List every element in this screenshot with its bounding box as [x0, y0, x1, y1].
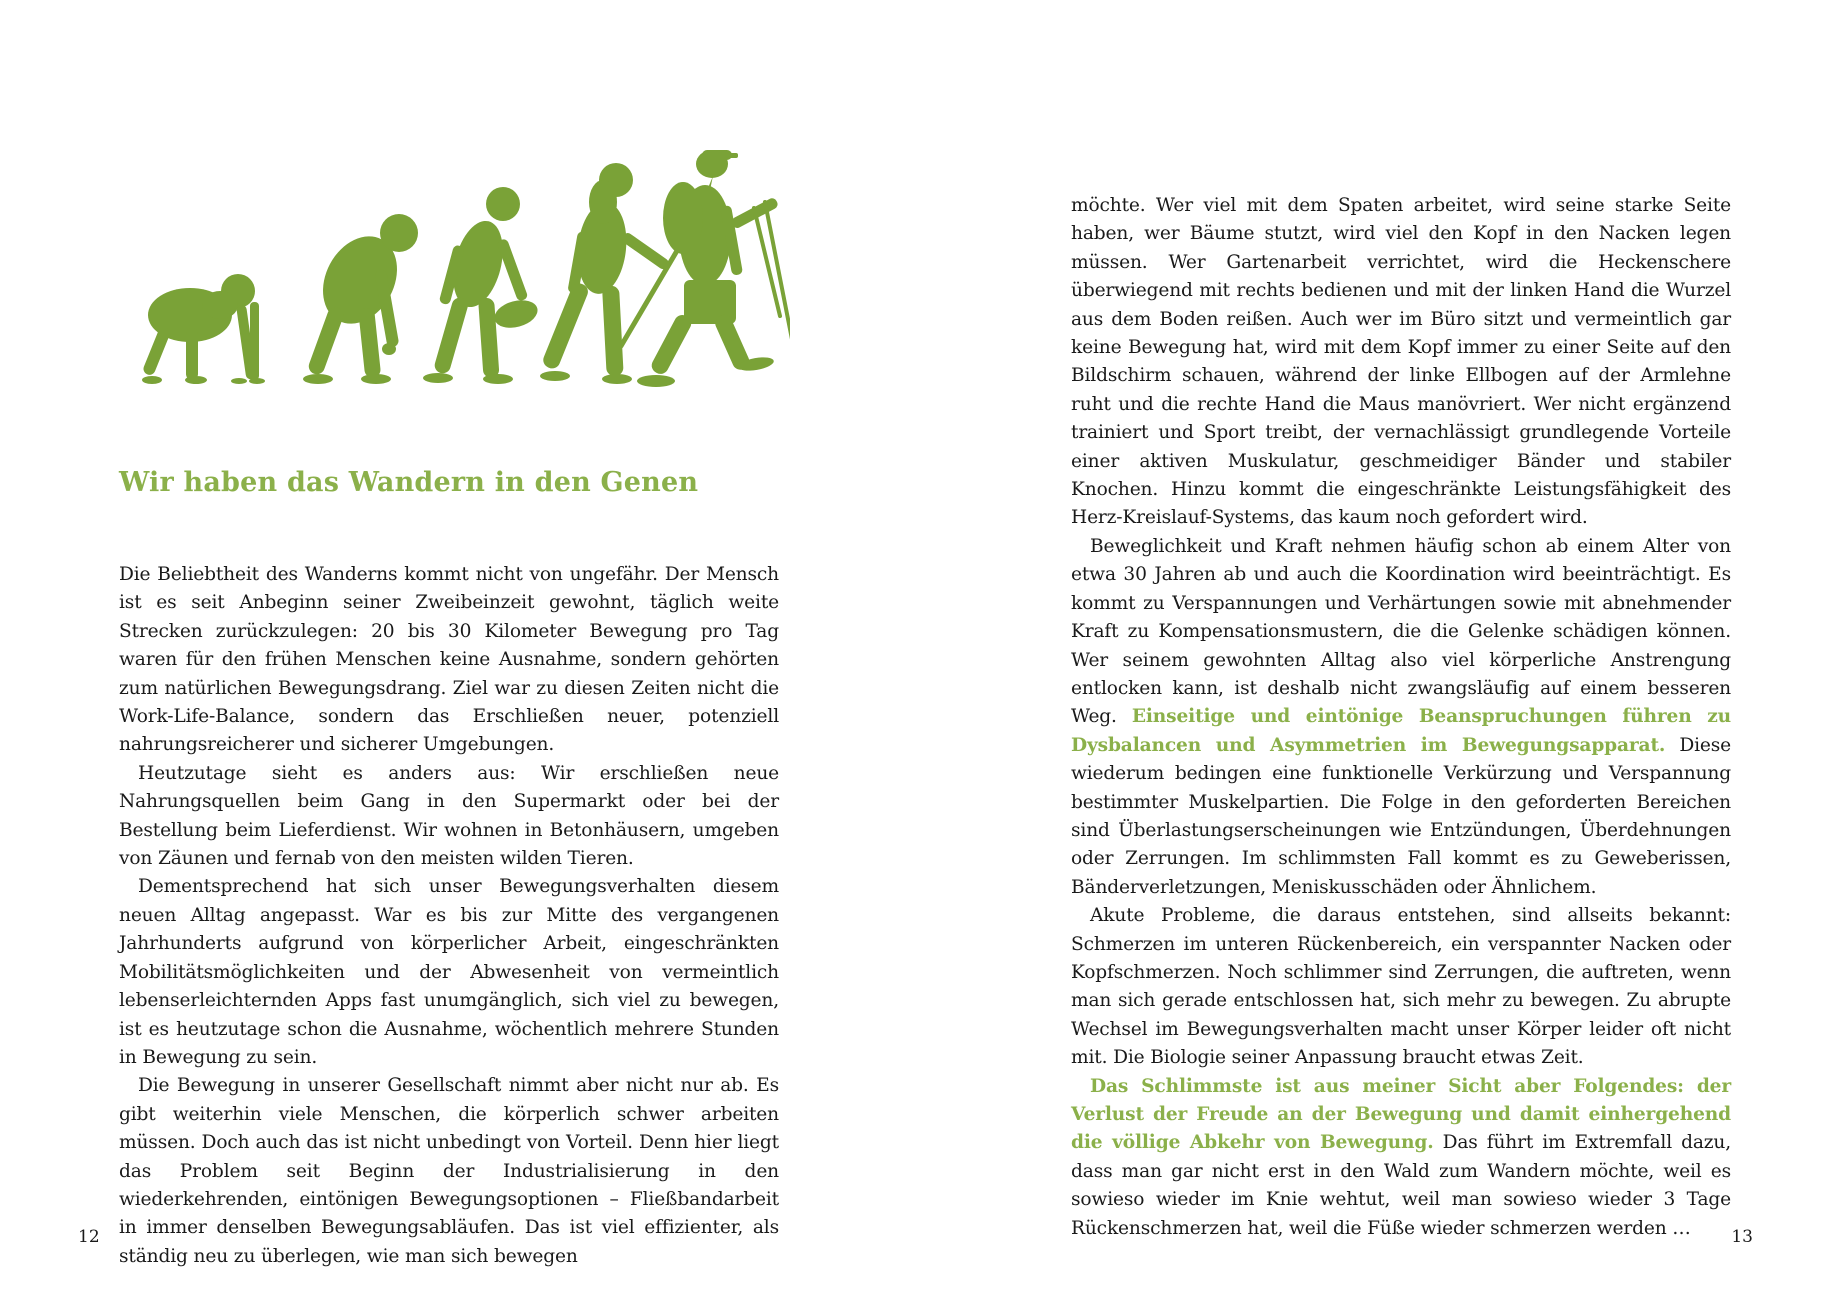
left-body-text: [119, 561, 779, 1271]
modern-hiker-icon: [637, 150, 779, 387]
highlighted-text: Das Schlimmste ist aus meiner Sicht aber Folgendes: der Verlust der Freude an der Bewegung und damit einhergehend die völlige Abkehr von Bewegung.: [1071, 1075, 1731, 1154]
section-heading: Wir haben das Wandern in den Genen: [119, 467, 699, 498]
paragraph: Heutzutage sieht es anders aus: Wir erschließen neue Nahrungsquellen beim Gang in den Supermarkt oder bei der Bestellung beim Lieferdienst. Wir wohnen in Betonhäusern, umgeben von Zäunen und fernab von den meisten wilden Tieren.: [119, 762, 779, 870]
paragraph: Akute Probleme, die daraus entstehen, sind allseits bekannt: Schmerzen im unteren Rückenbereich, ein verspannter Nacken oder Kopfschmerzen. Noch schlimmer sind Zerrungen, die auftreten, wenn man sich gerade entschlossen hat, sich mehr zu bewegen. Zu abrupte Wechsel im Bewegungsverhalten macht unser Körper leider oft nicht mit. Die Biologie seiner Anpassung braucht etwas Zeit.: [1071, 905, 1731, 1069]
paragraph: Die Bewegung in unserer Gesellschaft nimmt aber nicht nur ab. Es gibt weiterhin viele Menschen, die körperlich schwer arbeiten müssen. Doch auch das ist nicht unbedingt von Vorteil. Denn hier liegt das Problem seit Beginn der Industrialisierung in den wiederkehrenden, eintönigen Bewegungsoptionen – Fließbandarbeit in immer denselben Bewegungsabläufen. Das ist viel effizienter, als ständig neu zu überlegen, wie man sich bewegen: [119, 1075, 779, 1267]
paragraph: Die Beliebtheit des Wanderns kommt nicht von ungefähr. Der Mensch ist es seit Anbeginn seiner Zweibeinzeit gewohnt, täglich weite Strecken zurückzulegen: 20 bis 30 Kilometer Bewegung pro Tag waren für den frühen Menschen keine Ausnahme, sondern gehörten zum natürlichen Bewegungsdrang. Ziel war zu diesen Zeiten nicht die Work-Life-Balance, sondern das Erschließen neuer, potenziell nahrungsreicherer und sicherer Umgebungen.: [119, 564, 779, 756]
early-hominid-icon: [303, 214, 418, 384]
paragraph-text: Diese wiederum bedingen eine funktionelle Verkürzung und Verspannung bestimmter Muskelpartien. Die Folge in den geforderten Bereichen sind Überlastungserscheinungen wie Entzündungen, Überdehnungen oder Zerrungen. Im schlimmsten Fall kommt es zu Geweberissen, Bänderverletzungen, Meniskusschäden oder Ähnlichem.: [1071, 734, 1731, 898]
paragraph-text: Beweglichkeit und Kraft nehmen häufig schon ab einem Alter von etwa 30 Jahren ab und auch die Koordination wird beeinträchtigt. Es kommt zu Verspannungen und Verhärtungen sowie mit abnehmender Kraft zu Kompensationsmustern, die die Gelenke schädigen können. Wer seinem gewohnten Alltag also viel körperliche Anstrengung entlocken kann, ist deshalb nicht zwangsläufig auf einem besseren Weg.: [1071, 535, 1731, 728]
right-page: [915, 0, 1831, 1299]
paragraph: [1071, 1073, 1731, 1243]
paragraph: möchte. Wer viel mit dem Spaten arbeitet, wird seine starke Seite haben, wer Bäume stutzt, wird viel den Kopf in den Nacken legen müssen. Wer Gartenarbeit verrichtet, wird die Heckenschere überwiegend mit rechts bedienen und mit der linken Hand die Wurzel aus dem Boden reißen. Auch wer im Büro sitzt und vermeintlich gar keine Bewegung hat, wird mit dem Kopf immer zu einer Seite auf den Bildschirm schauen, während der linke Ellbogen auf der Armlehne ruht und die rechte Hand die Maus manövriert. Wer nicht ergänzend trainiert und Sport treibt, der vernachlässigt grundlegende Vorteile einer aktiven Muskulatur, geschmeidiger Bänder und stabiler Knochen. Hinzu kommt die eingeschränkte Leistungsfähigkeit des Herz-Kreislauf-Systems, das kaum noch gefordert wird.: [1071, 195, 1731, 529]
ape-icon: [142, 274, 265, 384]
paragraph: Dementsprechend hat sich unser Bewegungsverhalten diesem neuen Alltag angepasst. War es bis zur Mitte des vergangenen Jahrhunderts aufgrund von körperlicher Arbeit, eingeschränkten Mobilitätsmöglichkeiten und der Abwesenheit von vermeintlich lebenserleichternden Apps fast unumgänglich, sich viel zu bewegen, ist es heutzutage schon die Ausnahme, wöchentlich mehrere Stunden in Bewegung zu sein.: [119, 876, 779, 1068]
page-number: 13: [1731, 1227, 1753, 1247]
left-page: [0, 0, 915, 1299]
evolution-of-man-illustration: [90, 140, 790, 400]
paragraph-text: Das führt im Extremfall dazu, dass man gar nicht erst in den Wald zum Wandern möchte, weil es sowieso wieder im Knie wehtut, weil man sowieso wieder 3 Tage Rückenschmerzen hat, weil die Füße wieder schmerzen werden …: [1071, 1132, 1731, 1239]
page-number: 12: [78, 1227, 100, 1247]
right-body-text: [1071, 192, 1731, 1243]
primitive-human-icon: [423, 187, 541, 384]
paragraph: [1071, 533, 1731, 902]
highlighted-text: Einseitige und eintönige Beanspruchungen führen zu Dysbalancen und Asymmetrien im Bewegungsapparat.: [1071, 706, 1731, 756]
